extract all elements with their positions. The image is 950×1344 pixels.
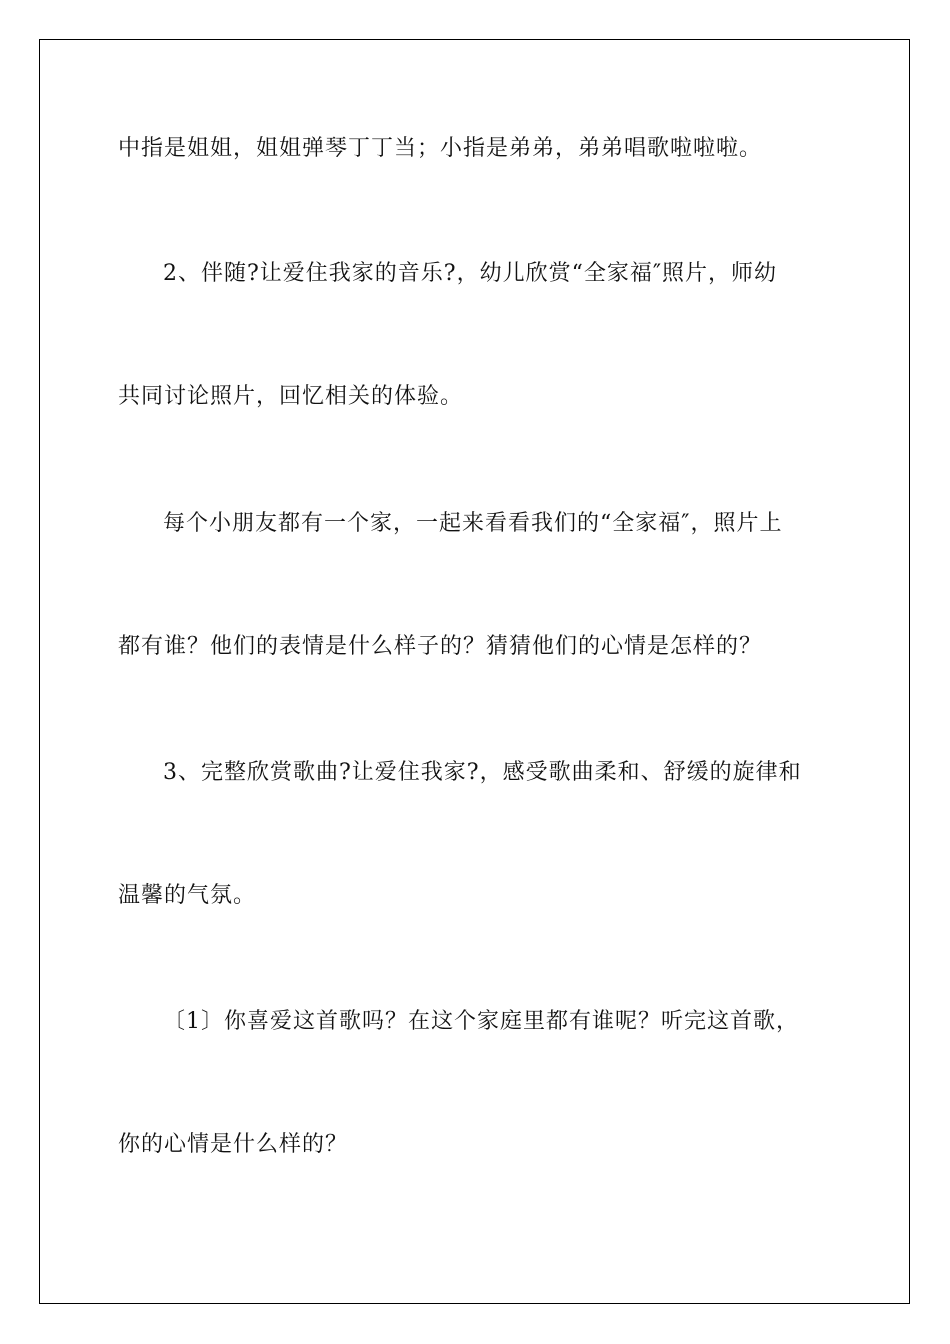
text-line: 2、伴随?让爱住我家的音乐?，幼儿欣赏“全家福″照片，师幼	[163, 261, 778, 286]
page-border	[39, 39, 910, 1304]
text-line: 每个小朋友都有一个家，一起来看看我们的“全家福″，照片上	[163, 511, 783, 536]
text-line: 3、完整欣赏歌曲?让爱住我家?，感受歌曲柔和、舒缓的旋律和	[163, 760, 802, 785]
text-line: 温馨的气氛。	[118, 883, 257, 908]
text-line: 共同讨论照片，回忆相关的体验。	[118, 384, 464, 409]
text-line: 中指是姐姐，姐姐弹琴丁丁当；小指是弟弟，弟弟唱歌啦啦啦。	[118, 136, 763, 161]
text-line: 你的心情是什么样的？	[118, 1132, 349, 1157]
text-line: 都有谁？他们的表情是什么样子的？猜猜他们的心情是怎样的？	[118, 634, 763, 659]
text-line: 〔1〕你喜爱这首歌吗？在这个家庭里都有谁呢？听完这首歌，	[163, 1009, 799, 1034]
